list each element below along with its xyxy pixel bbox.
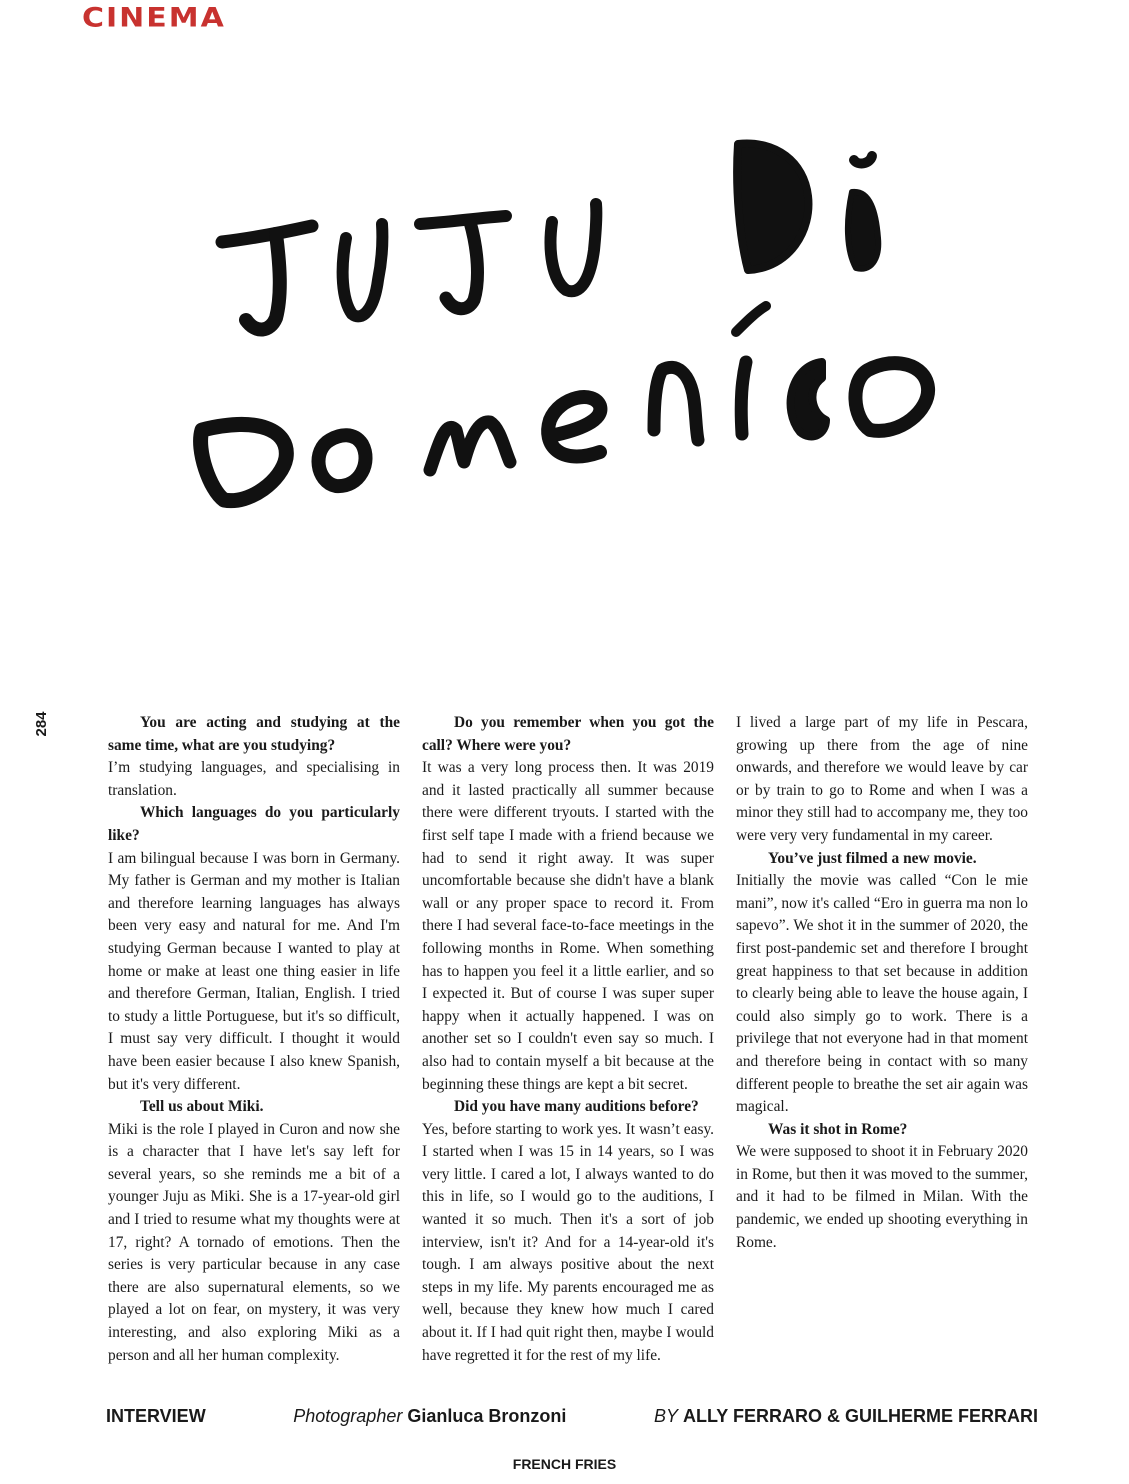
answer: Yes, before starting to work yes. It wasn’t easy. I started when I was 15 in 14 years, so I was very little. I cared a lot, I always wanted to do this in life, so I would go to the auditions, I wanted it so much. Then it's a sort of job interview, isn't it? And for a 14-year-old it's tough. I am always positive about the next steps in my life. My parents encouraged me as well, because they knew how much I cared about it. If I had quit right then, maybe I would have regretted it for the rest of my life. xyxy=(422,1120,714,1364)
answer: Miki is the role I played in Curon and now she is a character that I have let's say left for several years, so she reminds me a bit of a younger Juju as Miki. She is a 17-year-old girl and I tried to resume what my thoughts were at 17, right? A tornado of emotions. Then the series is very particular because in any case there are also supernatural elements, so we played a lot on fear, on mystery, it was very interesting, and also exploring Miki as a person and all her human complexity. xyxy=(108,1120,400,1364)
author-names: ALLY FERRARO & GUILHERME FERRARI xyxy=(682,1406,1038,1426)
question: Did you have many auditions before? xyxy=(454,1098,699,1116)
title-letter-o1 xyxy=(319,435,366,486)
footer-section-label: INTERVIEW xyxy=(106,1406,206,1426)
article-body xyxy=(108,712,1028,1367)
title-letter-i2 xyxy=(741,362,746,434)
title-letter-m xyxy=(430,422,510,470)
title-letter-u1 xyxy=(343,224,383,316)
answer: It was a very long process then. It was 2019 and it lasted practically all summer because there were different tryouts. I started with the first self tape I made with a friend because we had to send it right away. It was super uncomfortable because she didn't have a blank wall or any proper space to record it. From there I had several face-to-face meetings in the following months in Rome. When something has to happen you feel it a little earlier, and so I expected it. But of course I was super super happy when it actually happened. I was on another set so I couldn't even say so much. I also had to contain myself a bit because at the beginning these things are kept a bit secret. xyxy=(422,759,714,1093)
title-letter-c xyxy=(791,362,826,436)
question: Was it shot in Rome? xyxy=(768,1120,908,1138)
by-label: BY xyxy=(653,1406,678,1426)
title-letter-j2-stem xyxy=(446,222,477,309)
question: Tell us about Miki. xyxy=(140,1098,264,1116)
title-letter-e xyxy=(548,397,600,456)
title-letter-o2 xyxy=(855,363,928,431)
title-letter-u2 xyxy=(551,204,597,291)
photographer-name: Gianluca Bronzoni xyxy=(407,1406,567,1426)
title-letter-j2 xyxy=(420,216,506,224)
photographer-label: Photographer xyxy=(293,1406,403,1426)
answer: We were supposed to shoot it in February 2020 in Rome, but then it was moved to the summer, and it had to be filmed in Milan. With the pandemic, we ended up shooting everything in Rome. xyxy=(736,1143,1028,1251)
author-credit xyxy=(654,1406,1038,1427)
credits-bar xyxy=(106,1406,1038,1434)
title-letter-j1 xyxy=(222,226,312,242)
question: You’ve just filmed a new movie. xyxy=(768,849,977,867)
question: You are acting and studying at the same time, what are you studying? xyxy=(108,714,400,754)
page-number: 284 xyxy=(33,711,50,737)
title-letter-i2-accent xyxy=(736,306,766,332)
question: Do you remember when you got the call? Where were you? xyxy=(422,714,714,754)
answer: I lived a large part of my life in Pescara, growing up there from the age of nine onwards, and therefore we would leave by car or by train to go to Rome and when I was a minor they still had to accompany me, they too were very very fundamental in my career. xyxy=(736,714,1028,844)
photographer-credit xyxy=(293,1406,566,1427)
answer: I am bilingual because I was born in Germany. My father is German and my mother is Italian and therefore learning languages has always been very easy and natural for me. And I'm studying German because I wanted to play at home or make at least one thing easier in life and therefore German, Italian, English. I tried to study a little Portuguese, but it's so difficult, I must say very difficult. I thought it would have been easier because I also knew Spanish, but it's very different. xyxy=(108,849,400,1093)
magazine-name: FRENCH FRIES xyxy=(512,1456,617,1472)
title-letter-j1-stem xyxy=(246,234,280,330)
column-2 xyxy=(422,712,714,1367)
title-letter-i1-dot xyxy=(854,156,872,163)
title-lettering xyxy=(0,100,1129,560)
title-letter-d1 xyxy=(737,144,808,270)
title-letter-n xyxy=(654,367,698,440)
answer: I’m studying languages, and specialising in translation. xyxy=(108,759,400,799)
answer: Initially the movie was called “Con le mie mani”, now it's called “Ero in guerra ma non lo sapevo”. We shot it in the summer of 2020, the first post-pandemic set and therefore I brought great happiness to that set because in addition to clearly being able to leave the house again, I could also simply go to work. There is a privilege that not everyone had in that moment and therefore being in contact with so many different people to breathe the set air again was magical. xyxy=(736,872,1028,1116)
title-letter-d2 xyxy=(201,425,287,501)
question: Which languages do you particularly like? xyxy=(108,804,400,844)
column-1 xyxy=(108,712,400,1367)
title-letter-i1 xyxy=(848,192,878,269)
section-label: CINEMA xyxy=(82,2,226,34)
column-3 xyxy=(736,712,1028,1367)
